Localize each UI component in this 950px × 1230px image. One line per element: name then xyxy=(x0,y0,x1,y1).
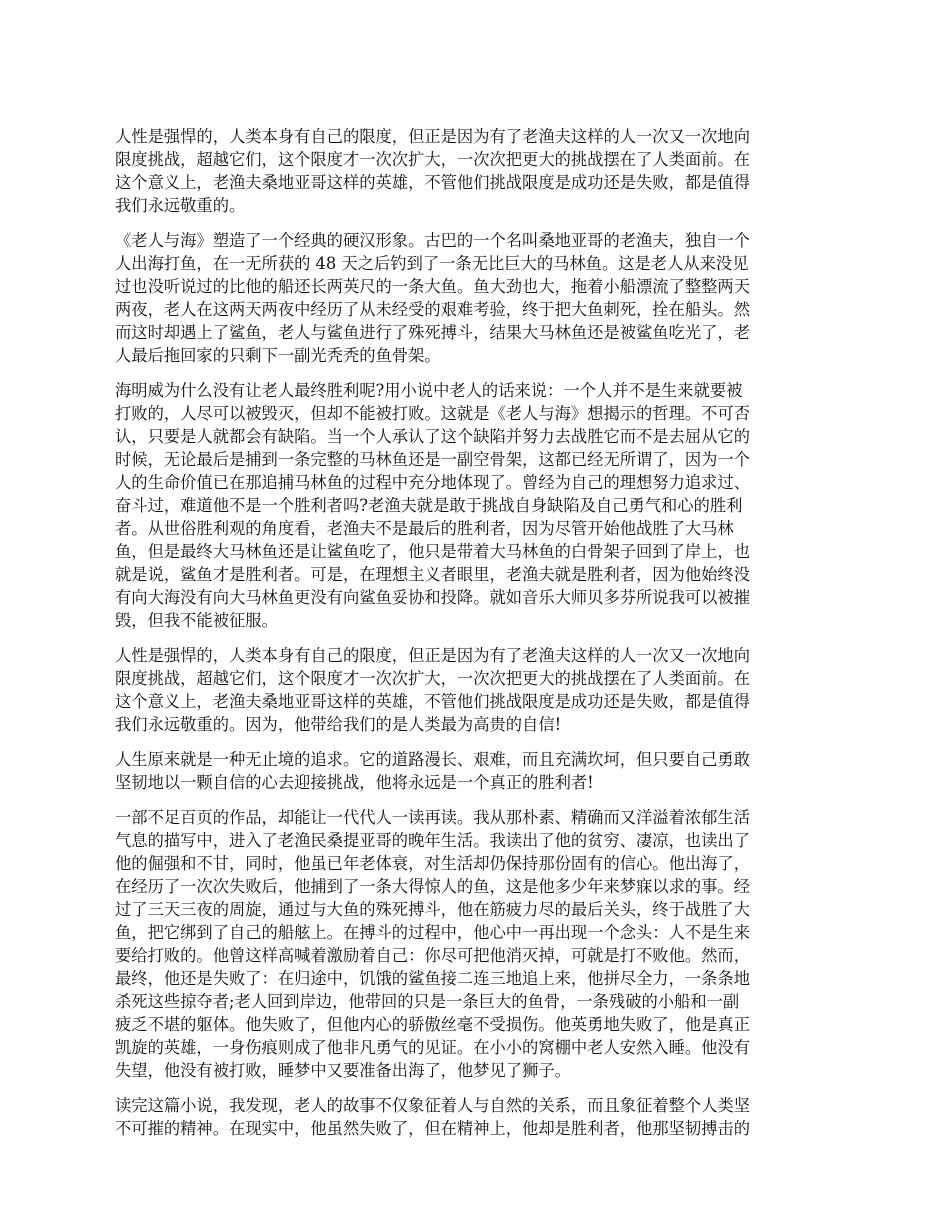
paragraph-2: 《老人与海》塑造了一个经典的硬汉形象。古巴的一个名叫桑地亚哥的老渔夫，独自一个 人出海打鱼，在一无所获的 48 天之后钓到了一条无比巨大的马林鱼。这是老人从来没见 过也没听说过的比他的船还长两英尺的一条大鱼。鱼大劲也大，拖着小船漂流了整整两天 两夜，老人在这两天两夜中经历了从未经受的艰难考验，终于把大鱼刺死，拴在船头。然 而这时却遇上了鲨鱼，老人与鲨鱼进行了殊死搏斗，结果大马林鱼还是被鲨鱼吃光了，老 人最后拖回家的只剩下一副光秃秃的鱼骨架。 xyxy=(115,231,750,365)
document-body xyxy=(115,125,839,1152)
paragraph-7: 读完这篇小说，我发现，老人的故事不仅象征着人与自然的关系，而且象征着整个人类坚 不可摧的精神。在现实中，他虽然失败了，但在精神上，他却是胜利者，他那坚韧搏击的 xyxy=(115,1096,750,1138)
paragraph-3: 海明威为什么没有让老人最终胜利呢?用小说中老人的话来说：一个人并不是生来就要被 打败的，人尽可以被毁灭，但却不能被打败。这就是《老人与海》想揭示的哲理。不可否 认，只要是人就都会有缺陷。当一个人承认了这个缺陷并努力去战胜它而不是去屈从它的 时候，无论最后是捕到一条完整的马林鱼还是一副空骨架，这都已经无所谓了，因为一个 人的生命价值已在那追捕马林鱼的过程中充分地体现了。曾经为自己的理想努力追求过、 奋斗过，难道他不是一个胜利者吗?老渔夫就是敢于挑战自身缺陷及自己勇气和心的胜利 者。从世俗胜利观的角度看，老渔夫不是最后的胜利者，因为尽管开始他战胜了大马林 鱼，但是最终大马林鱼还是让鲨鱼吃了，他只是带着大马林鱼的白骨架子回到了岸上，也 就是说，鲨鱼才是胜利者。可是，在理想主义者眼里，老渔夫就是胜利者，因为他始终没 有向大海没有向大马林鱼更没有向鲨鱼妥协和投降。就如音乐大师贝多芬所说我可以被摧 毁，但我不能被征服。 xyxy=(115,381,750,630)
paragraph-4: 人性是强悍的，人类本身有自己的限度，但正是因为有了老渔夫这样的人一次又一次地向 限度挑战，超越它们，这个限度才一次次扩大，一次次把更大的挑战摆在了人类面前。在 这个意义上，老渔夫桑地亚哥这样的英雄，不管他们挑战限度是成功还是失败，都是值得 我们永远敬重的。因为，他带给我们的是人类最为高贵的自信! xyxy=(115,646,750,734)
paragraph-5: 人生原来就是一种无止境的追求。它的道路漫长、艰难，而且充满坎坷，但只要自己勇敢 坚韧地以一颗自信的心去迎接挑战，他将永远是一个真正的胜利者! xyxy=(115,750,750,792)
paragraph-6: 一部不足百页的作品，却能让一代代人一读再读。我从那朴素、精确而又洋溢着浓郁生活 气息的描写中，进入了老渔民桑提亚哥的晚年生活。我读出了他的贫穷、凄凉，也读出了 他的倔强和不甘，同时，他虽已年老体衰，对生活却仍保持那份固有的信心。他出海了， 在经历了一次次失败后，他捕到了一条大得惊人的鱼，这是他多少年来梦寐以求的事。经 过了三天三夜的周旋，通过与大鱼的殊死搏斗，他在筋疲力尽的最后关头，终于战胜了大 鱼，把它绑到了自己的船舷上。在搏斗的过程中，他心中一再出现一个念头：人不是生来 要给打败的。他曾这样高喊着激励着自己：你尽可把他消灭掉，可就是打不败他。然而， 最终，他还是失败了：在归途中，饥饿的鲨鱼接二连三地追上来，他拼尽全力，一条条地 杀死这些掠夺者;老人回到岸边，他带回的只是一条巨大的鱼骨，一条残破的小船和一副 疲乏不堪的躯体。他失败了，但他内心的骄傲丝毫不受损伤。他英勇地失败了，他是真正 凯旋的英雄，一身伤痕则成了他非凡勇气的见证。在小小的窝棚中老人安然入睡。他没有 失望，他没有被打败，睡梦中又要准备出海了，他梦见了狮子。 xyxy=(115,808,750,1080)
paragraph-1: 人性是强悍的，人类本身有自己的限度，但正是因为有了老渔夫这样的人一次又一次地向 限度挑战，超越它们，这个限度才一次次扩大，一次次把更大的挑战摆在了人类面前。在 这个意义上，老渔夫桑地亚哥这样的英雄，不管他们挑战限度是成功还是失败，都是值得 我们永远敬重的。 xyxy=(115,127,750,215)
